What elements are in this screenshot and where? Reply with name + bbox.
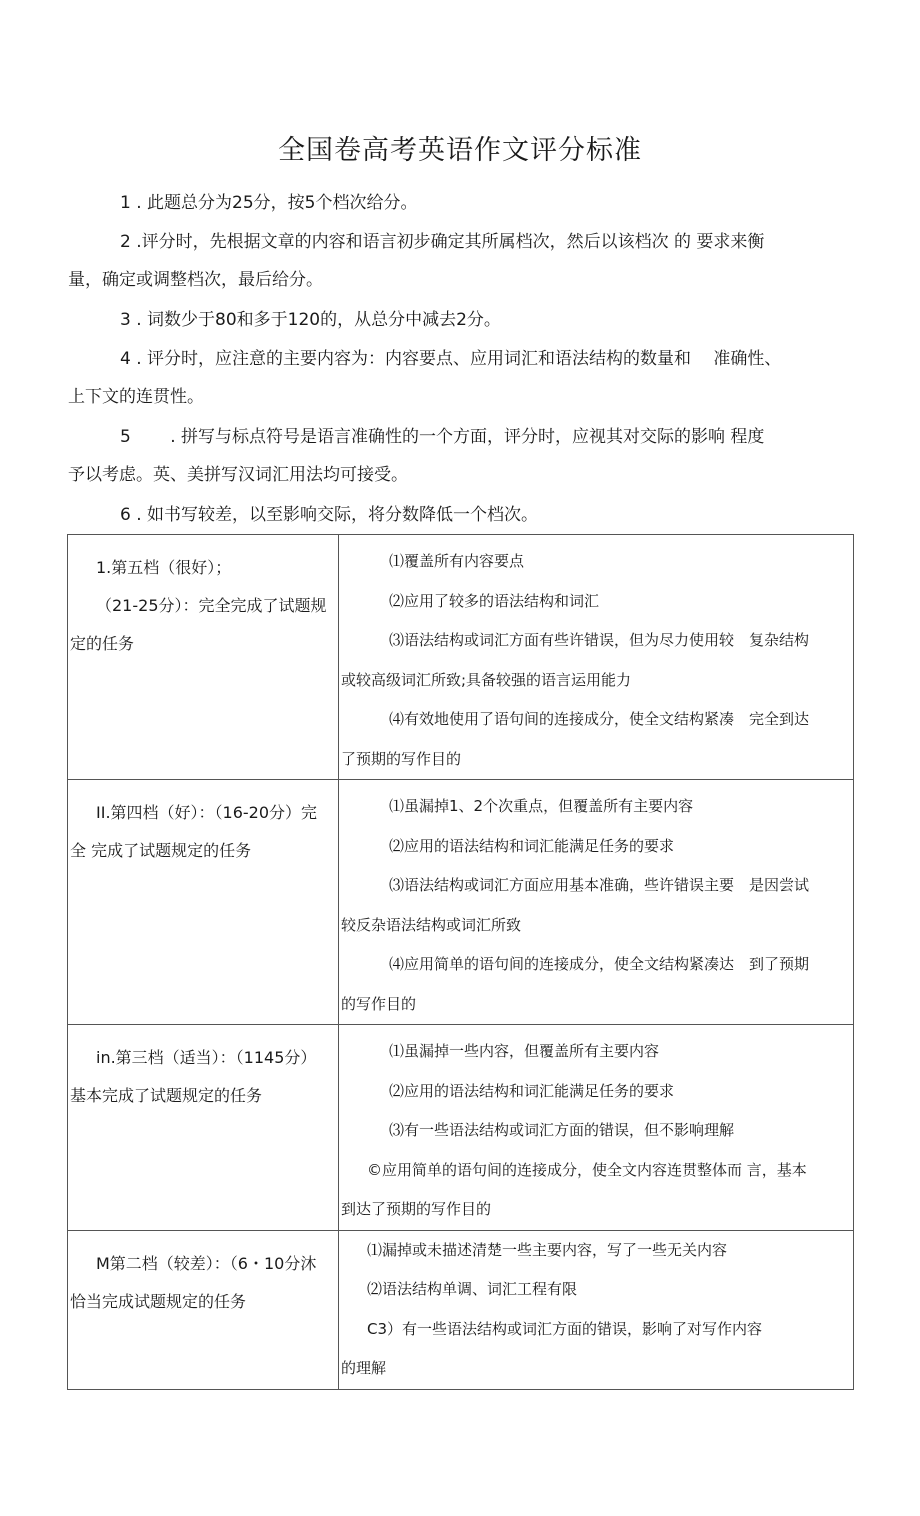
grade-row-2 [68,1230,854,1389]
rule-5: 5 . 拼写与标点符号是语言准确性的一个方面，评分时，应视其对交际的影响 程度 予以考虑。英、美拼写汉词汇用法均可接受。 [68,427,765,485]
rule-3: 3 . 词数少于80和多于120的，从总分中减去2分。 [120,310,501,330]
page-title: 全国卷高考英语作文评分标准 [278,135,642,166]
grade-head: in.第三档（适当）：（1145分） 基本完成了试题规定的任务 [68,1025,339,1231]
grading-table [67,534,854,1390]
grade-criteria: ⑴虽漏掉一些内容，但覆盖所有主要内容 ⑵应用的语法结构和词汇能满足任务的要求 ⑶有一些语法结构或词汇方面的错误，但不影响理解 ©应用简单的语句间的连接成分，使全文内容连贯整体而 言，基本 到达了预期的写作目的 [339,1025,854,1231]
grade-row-4 [68,780,854,1025]
grade-criteria: ⑴覆盖所有内容要点 ⑵应用了较多的语法结构和词汇 ⑶语法结构或词汇方面有些许错误，但为尽力使用较 复杂结构 或较高级词汇所致;具备较强的语言运用能力 ⑷有效地使用了语句间的连接成分，使全文结构紧凑 完全到达 了预期的写作目的 [339,535,854,780]
rule-1: 1 . 此题总分为25分，按5个档次给分。 [120,193,418,213]
grade-row-5 [68,535,854,780]
rule-4: 4 . 评分时，应注意的主要内容为：内容要点、应用词汇和语法结构的数量和 准确性、 上下文的连贯性。 [68,349,782,407]
grade-head: 1.第五档（很好）； （21-25分）：完全完成了试题规 定的任务 [68,535,339,780]
rule-2: 2 .评分时，先根据文章的内容和语言初步确定其所属档次，然后以该档次 的 要求来衡 量，确定或调整档次，最后给分。 [68,232,765,290]
grade-head: II.第四档（好）：（16-20分）完 全 完成了试题规定的任务 [68,780,339,1025]
grade-head: M第二档（较差）：（6・10分沐 恰当完成试题规定的任务 [68,1230,339,1389]
grade-row-3 [68,1025,854,1231]
rule-6: 6 . 如书写较差，以至影响交际，将分数降低一个档次。 [120,505,539,525]
grade-criteria: ⑴漏掉或未描述清楚一些主要内容，写了一些无关内容 ⑵语法结构单调、词汇工程有限 C3）有一些语法结构或词汇方面的错误，影响了对写作内容 的理解 [339,1230,854,1389]
grade-criteria: ⑴虽漏掉1、2个次重点，但覆盖所有主要内容 ⑵应用的语法结构和词汇能满足任务的要求 ⑶语法结构或词汇方面应用基本准确，些许错误主要 是因尝试 较反杂语法结构或词汇所致 ⑷应用简单的语句间的连接成分，使全文结构紧凑达 到了预期 的写作目的 [339,780,854,1025]
